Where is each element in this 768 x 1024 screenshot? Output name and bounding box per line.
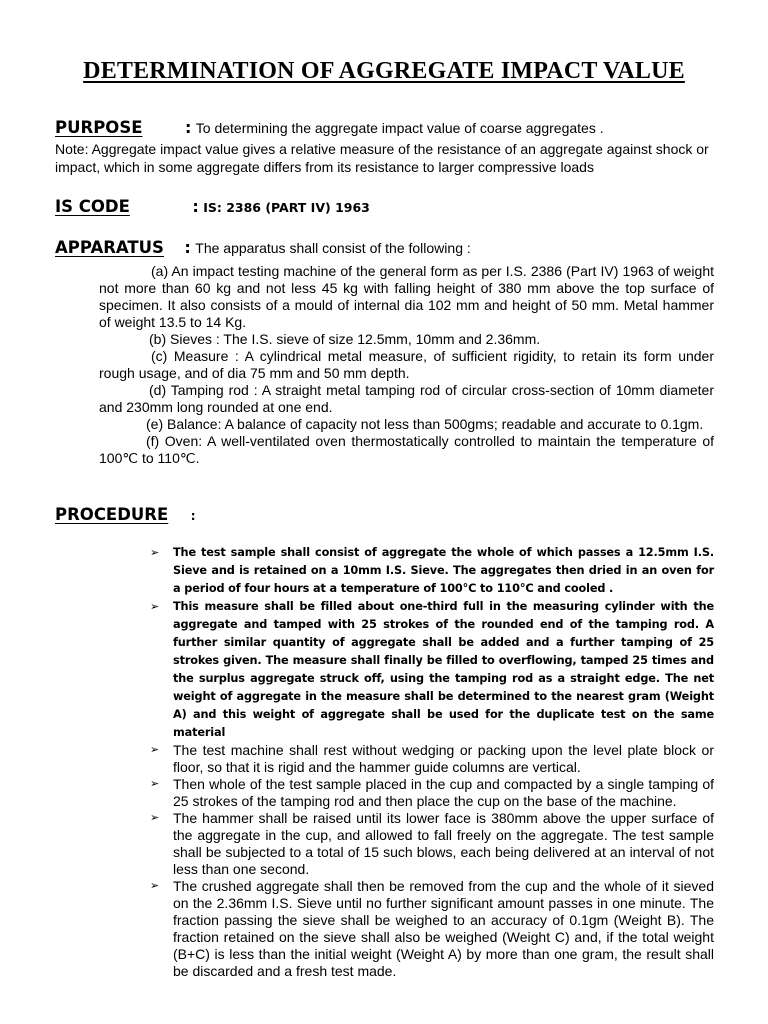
arrow-bullet-icon: ➢ — [150, 778, 160, 790]
list-item — [148, 776, 714, 810]
purpose-note: Note: Aggregate impact value gives a relative measure of the resistance of an aggregate against shock or impact, which in some aggregate differs from its resistance to larger compressive loads — [55, 141, 709, 175]
apparatus-item: (e) Balance: A balance of capacity not less than 500gms; readable and accurate to 0.1gm. — [146, 416, 704, 432]
list-item — [148, 598, 714, 742]
is-code-value: IS: 2386 (PART IV) 1963 — [203, 200, 370, 215]
apparatus-item: (f) Oven: A well-ventilated oven thermostatically controlled to maintain the temperature of 100℃ to 110℃. — [99, 433, 714, 466]
arrow-bullet-icon: ➢ — [150, 744, 160, 756]
arrow-bullet-icon: ➢ — [150, 812, 160, 824]
procedure-heading: PROCEDURE — [55, 505, 169, 524]
procedure-section — [55, 505, 713, 525]
apparatus-list — [99, 263, 714, 467]
arrow-bullet-icon: ➢ — [150, 600, 160, 613]
apparatus-item: (c) Measure : A cylindrical metal measure, of sufficient rigidity, to retain its form under rough usage, and of dia 75 mm and 50 mm depth. — [99, 348, 714, 381]
list-item — [148, 544, 714, 598]
purpose-section — [55, 118, 713, 138]
apparatus-item: (b) Sieves : The I.S. sieve of size 12.5mm, 10mm and 2.36mm. — [149, 331, 541, 347]
apparatus-item: (a) An impact testing machine of the general form as per I.S. 2386 (Part IV) 1963 of weight not more than 60 kg and not less 45 kg with falling height of 380 mm above the top surface of specimen. It also consists of a mould of internal dia 102 mm and height of 50 mm. Metal hammer of weight 13.5 to 14 Kg. — [99, 263, 714, 330]
purpose-heading: PURPOSE — [55, 118, 143, 137]
apparatus-item: (d) Tamping rod : A straight metal tamping rod of circular cross-section of 10mm diameter and 230mm long rounded at one end. — [99, 382, 714, 415]
procedure-colon: : — [190, 509, 196, 523]
procedure-step: Then whole of the test sample placed in the cup and compacted by a single tamping of 25 strokes of the tamping rod and then place the cup on the base of the machine. — [173, 776, 714, 809]
apparatus-heading: APPARATUS — [55, 238, 164, 257]
procedure-step: The test sample shall consist of aggregate the whole of which passes a 12.5mm I.S. Sieve and is retained on a 10mm I.S. Sieve. The aggregates then dried in an oven for a period of four hours at a temperature of 100°C to 110°C and cooled . — [173, 546, 714, 595]
apparatus-colon: : — [184, 238, 191, 257]
procedure-step: The test machine shall rest without wedging or packing upon the level plate block or floor, so that it is rigid and the hammer guide columns are vertical. — [173, 742, 714, 775]
is-code-heading: IS CODE — [55, 197, 130, 216]
purpose-colon: : — [184, 118, 192, 137]
list-item — [148, 878, 714, 980]
procedure-step: The crushed aggregate shall then be removed from the cup and the whole of it sieved on the 2.36mm I.S. Sieve until no further significant amount passes in one minute. The fraction passing the sieve shall be weighed to an accuracy of 0.1gm (Weight B). The fraction retained on the sieve shall also be weighed (Weight C) and, if the total weight (B+C) is less than the initial weight (Weight A) by more than one gram, the result shall be discarded and a fresh test made. — [173, 878, 714, 979]
purpose-text: To determining the aggregate impact value of coarse aggregates . — [195, 120, 604, 136]
page-title: DETERMINATION OF AGGREGATE IMPACT VALUE — [83, 58, 685, 84]
apparatus-section — [55, 238, 713, 258]
arrow-bullet-icon: ➢ — [150, 880, 160, 892]
is-code-colon: : — [192, 197, 199, 216]
procedure-step: The hammer shall be raised until its lower face is 380mm above the upper surface of the aggregate in the cup, and allowed to fall freely on the aggregate. The test sample shall be subjected to a total of 15 such blows, each being delivered at an interval of not less than one second. — [173, 810, 714, 877]
procedure-list — [148, 544, 714, 980]
arrow-bullet-icon: ➢ — [150, 546, 160, 559]
apparatus-intro: The apparatus shall consist of the following : — [195, 240, 471, 256]
is-code-section — [55, 197, 713, 217]
list-item — [148, 742, 714, 776]
procedure-step: This measure shall be filled about one-third full in the measuring cylinder with the aggregate and tamped with 25 strokes of the rounded end of the tamping rod. A further similar quantity of aggregate shall be added and a further tamping of 25 strokes given. The measure shall finally be filled to overflowing, tamped 25 times and the surplus aggregate struck off, using the tamping rod as a straight edge. The net weight of aggregate in the measure shall be determined to the nearest gram (Weight A) and this weight of aggregate shall be used for the duplicate test on the same material — [173, 600, 714, 739]
list-item — [148, 810, 714, 878]
